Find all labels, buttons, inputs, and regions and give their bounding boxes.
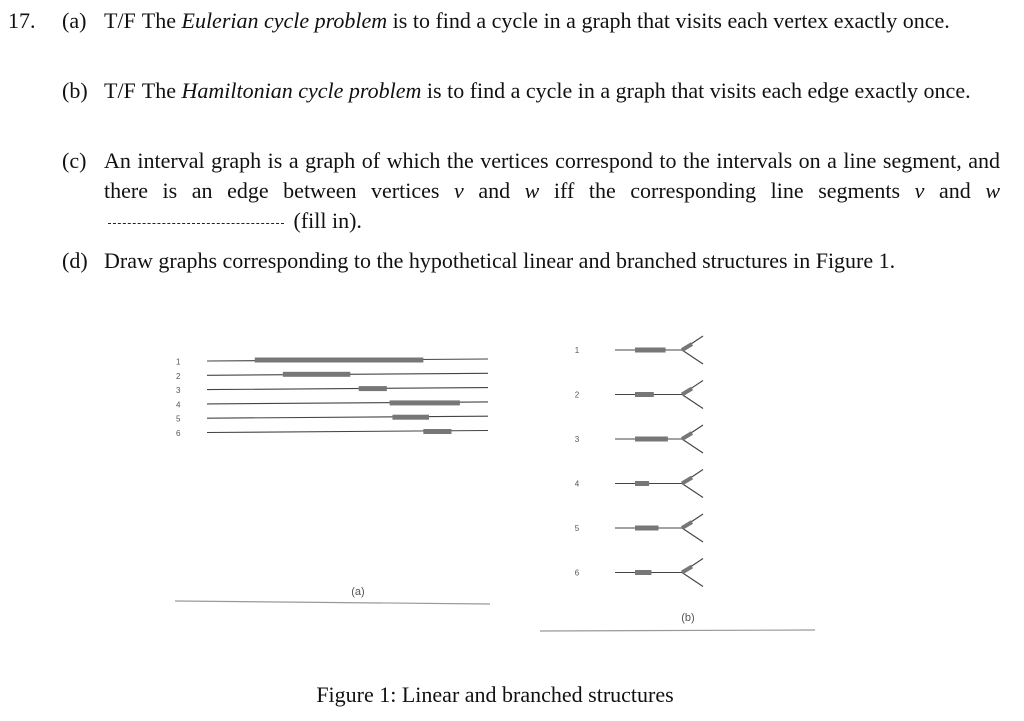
panel-a-row-number: 2 bbox=[176, 371, 181, 381]
panel-b-segment bbox=[635, 392, 654, 397]
panel-b-segment bbox=[635, 526, 659, 531]
panel-b-row-number: 1 bbox=[574, 346, 580, 355]
part-b-pre: The bbox=[141, 78, 182, 103]
part-a-label: (a) bbox=[62, 8, 87, 33]
panel-a-segment bbox=[392, 415, 429, 420]
part-c-and: and bbox=[463, 178, 525, 203]
panel-b-branch-down bbox=[682, 395, 703, 409]
part-c-label: (c) bbox=[62, 148, 87, 173]
panel-b-segment bbox=[635, 570, 651, 575]
var-v-2: v bbox=[914, 178, 925, 203]
panel-a-line bbox=[207, 388, 488, 390]
panel-b-row-number: 5 bbox=[574, 524, 580, 533]
part-d-label: (d) bbox=[62, 248, 88, 273]
panel-a-label: (a) bbox=[351, 586, 365, 598]
var-v: v bbox=[454, 178, 464, 203]
panel-b-branch-mark bbox=[682, 478, 692, 484]
panel-b-segment bbox=[635, 348, 666, 353]
panel-b-branch-mark bbox=[682, 433, 692, 439]
panel-a-row-number: 6 bbox=[176, 429, 181, 438]
part-c-end: (fill in). bbox=[288, 208, 362, 233]
panel-a-line bbox=[207, 416, 488, 418]
tf-marker-a[interactable]: T/F bbox=[104, 8, 136, 33]
panel-a-segment bbox=[423, 429, 451, 434]
panel-a-row-number: 5 bbox=[176, 414, 181, 424]
part-c-mid: iff the corresponding line segments bbox=[539, 178, 915, 203]
panel-a-segment bbox=[255, 358, 424, 363]
panel-b-branch-mark bbox=[682, 522, 692, 528]
panel-b-segment bbox=[635, 481, 649, 486]
panel-a-row-number: 1 bbox=[176, 357, 181, 367]
panel-b-branch-mark bbox=[682, 389, 692, 395]
part-a-post: is to find a cycle in a graph that visits each vertex exactly once. bbox=[387, 8, 950, 33]
panel-b-row-number: 4 bbox=[574, 479, 580, 489]
figure-panel-b bbox=[575, 336, 703, 587]
tf-marker-b[interactable]: T/F bbox=[104, 78, 136, 103]
panel-a-row-number: 4 bbox=[176, 400, 181, 410]
part-b-label: (b) bbox=[62, 78, 88, 103]
panel-b-row-number: 2 bbox=[574, 390, 580, 400]
term-hamiltonian: Hamiltonian cycle problem bbox=[181, 78, 422, 103]
part-d-text: Draw graphs corresponding to the hypothetical linear and branched structures in Figure 1. bbox=[104, 248, 896, 273]
panel-b-row-number: 3 bbox=[574, 435, 580, 444]
part-b-post: is to find a cycle in a graph that visits each edge exactly once. bbox=[421, 78, 971, 103]
part-c-text: An interval graph is a graph of which the vertices correspond to the intervals on a line segment, and there is an edge between vertices bbox=[104, 148, 1000, 203]
part-c-and-2: and bbox=[924, 178, 986, 203]
panel-a-segment bbox=[359, 386, 387, 391]
question-number: 17. bbox=[8, 8, 36, 33]
var-w-2: w bbox=[985, 178, 1001, 203]
panel-b-branch-down bbox=[682, 484, 703, 498]
panel-b-label: (b) bbox=[681, 612, 695, 624]
panel-b-branch-down bbox=[682, 573, 703, 587]
panel-b-branch-down bbox=[682, 439, 703, 453]
figure-panel-a bbox=[176, 358, 488, 439]
panel-a-segment bbox=[283, 372, 350, 377]
panel-b-branch-mark bbox=[682, 567, 692, 573]
panel-b-baseline bbox=[540, 630, 815, 631]
panel-b-branch-mark bbox=[682, 344, 692, 350]
panel-a-baseline bbox=[175, 601, 490, 604]
panel-b-row-number: 6 bbox=[574, 568, 580, 578]
panel-a-segment bbox=[390, 400, 460, 405]
panel-a-row-number: 3 bbox=[176, 386, 181, 396]
term-eulerian: Eulerian cycle problem bbox=[181, 8, 388, 33]
panel-b-segment bbox=[635, 437, 668, 442]
panel-b-branch-down bbox=[682, 528, 703, 542]
figure-caption: Figure 1: Linear and branched structures bbox=[316, 682, 674, 707]
part-a-pre: The bbox=[141, 8, 182, 33]
panel-b-branch-down bbox=[682, 350, 703, 364]
var-w: w bbox=[524, 178, 540, 203]
